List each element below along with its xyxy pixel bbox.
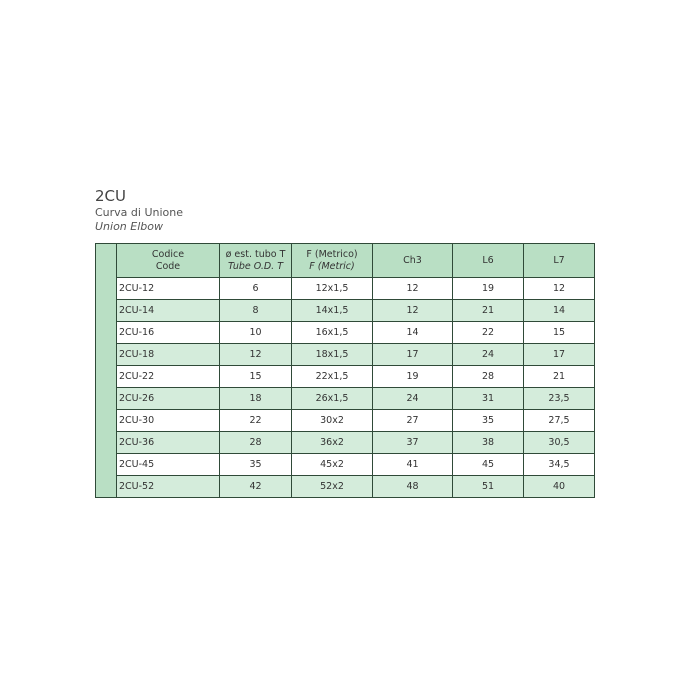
- cell-l6: 28: [453, 366, 524, 388]
- cell-ch3: 24: [373, 388, 453, 410]
- cell-thread: 12x1,5: [292, 278, 373, 300]
- header-code-it: Codice: [151, 248, 185, 260]
- header-l6: L6: [453, 244, 524, 278]
- cell-l7: 12: [524, 278, 595, 300]
- cell-thread: 36x2: [292, 432, 373, 454]
- cell-code: 2CU-12: [117, 278, 220, 300]
- cell-l6: 24: [453, 344, 524, 366]
- product-name-italian: Curva di Unione: [95, 206, 184, 219]
- cell-l7: 27,5: [524, 410, 595, 432]
- cell-tube-od: 35: [220, 454, 292, 476]
- cell-tube-od: 18: [220, 388, 292, 410]
- cell-l7: 40: [524, 476, 595, 498]
- cell-code: 2CU-22: [117, 366, 220, 388]
- header-code: [117, 244, 220, 278]
- header-l7: L7: [524, 244, 595, 278]
- cell-tube-od: 22: [220, 410, 292, 432]
- cell-l7: 23,5: [524, 388, 595, 410]
- cell-ch3: 17: [373, 344, 453, 366]
- cell-l7: 30,5: [524, 432, 595, 454]
- dimensions-table-wrapper: [95, 243, 595, 498]
- cell-code: 2CU-16: [117, 322, 220, 344]
- cell-l6: 45: [453, 454, 524, 476]
- product-code-title: 2CU: [95, 187, 126, 205]
- cell-thread: 14x1,5: [292, 300, 373, 322]
- header-thread-it: F (Metrico): [306, 248, 358, 260]
- cell-ch3: 41: [373, 454, 453, 476]
- cell-thread: 16x1,5: [292, 322, 373, 344]
- cell-ch3: 48: [373, 476, 453, 498]
- cell-l6: 51: [453, 476, 524, 498]
- header-tube-od-it: ø est. tubo T: [225, 248, 286, 260]
- table-row: [117, 278, 595, 300]
- table-row: [117, 300, 595, 322]
- cell-l6: 19: [453, 278, 524, 300]
- table-row: [117, 388, 595, 410]
- header-tube-od: [220, 244, 292, 278]
- cell-l7: 17: [524, 344, 595, 366]
- cell-code: 2CU-18: [117, 344, 220, 366]
- table-row: [117, 410, 595, 432]
- cell-ch3: 37: [373, 432, 453, 454]
- cell-thread: 52x2: [292, 476, 373, 498]
- table-side-band: [95, 243, 116, 498]
- cell-l7: 15: [524, 322, 595, 344]
- table-row: [117, 322, 595, 344]
- product-heading: [95, 186, 183, 234]
- table-row: [117, 366, 595, 388]
- cell-thread: 45x2: [292, 454, 373, 476]
- cell-ch3: 12: [373, 278, 453, 300]
- cell-tube-od: 10: [220, 322, 292, 344]
- cell-tube-od: 15: [220, 366, 292, 388]
- cell-thread: 30x2: [292, 410, 373, 432]
- cell-l7: 14: [524, 300, 595, 322]
- table-row: [117, 454, 595, 476]
- cell-tube-od: 6: [220, 278, 292, 300]
- cell-ch3: 12: [373, 300, 453, 322]
- header-ch3: Ch3: [373, 244, 453, 278]
- table-row: [117, 432, 595, 454]
- header-thread: [292, 244, 373, 278]
- table-row: [117, 476, 595, 498]
- cell-l6: 31: [453, 388, 524, 410]
- table-header-row: [117, 244, 595, 278]
- cell-l6: 22: [453, 322, 524, 344]
- cell-thread: 18x1,5: [292, 344, 373, 366]
- dimensions-table: [116, 243, 595, 498]
- cell-l6: 21: [453, 300, 524, 322]
- cell-tube-od: 28: [220, 432, 292, 454]
- cell-ch3: 27: [373, 410, 453, 432]
- product-name-english: Union Elbow: [95, 220, 163, 233]
- cell-l7: 21: [524, 366, 595, 388]
- header-code-en: Code: [155, 260, 181, 272]
- cell-l6: 35: [453, 410, 524, 432]
- cell-thread: 22x1,5: [292, 366, 373, 388]
- table-body: [117, 278, 595, 498]
- cell-thread: 26x1,5: [292, 388, 373, 410]
- cell-tube-od: 12: [220, 344, 292, 366]
- cell-code: 2CU-26: [117, 388, 220, 410]
- cell-ch3: 14: [373, 322, 453, 344]
- cell-code: 2CU-52: [117, 476, 220, 498]
- table-row: [117, 344, 595, 366]
- cell-tube-od: 8: [220, 300, 292, 322]
- cell-l7: 34,5: [524, 454, 595, 476]
- header-tube-od-en: Tube O.D. T: [227, 260, 284, 272]
- cell-code: 2CU-14: [117, 300, 220, 322]
- cell-tube-od: 42: [220, 476, 292, 498]
- header-thread-en: F (Metric): [309, 260, 355, 272]
- cell-code: 2CU-45: [117, 454, 220, 476]
- cell-code: 2CU-30: [117, 410, 220, 432]
- cell-ch3: 19: [373, 366, 453, 388]
- cell-l6: 38: [453, 432, 524, 454]
- cell-code: 2CU-36: [117, 432, 220, 454]
